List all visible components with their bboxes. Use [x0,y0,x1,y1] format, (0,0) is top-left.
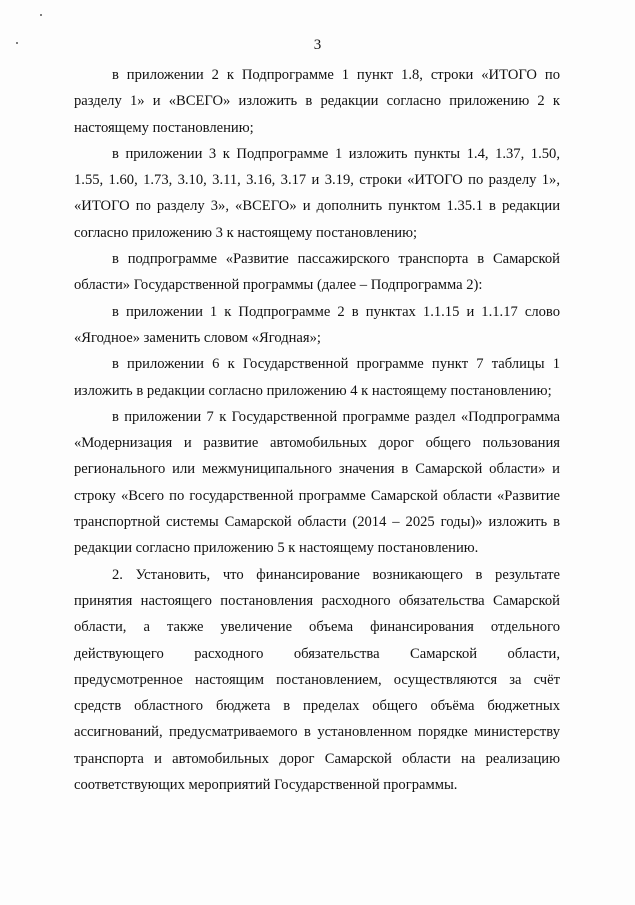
paragraph-appendix-3: в приложении 3 к Подпрограмме 1 изложить пункты 1.4, 1.37, 1.50, 1.55, 1.60, 1.73, 3.10, 3.11, 3.16, 3.17 и 3.19, строки «ИТОГО по разделу 1», «ИТОГО по разделу 3», «ВСЕГО» и дополнить пунктом 1.35.1 в редакции согласно приложению 3 к настоящему постановлению; [74,145,560,241]
page-number: 3 [313,37,322,53]
paragraph-financing: 2. Установить, что финансирование возникающего в результате принятия настоящего постановления расходного обязательства Самарской области, а также увеличение объема финансирования отдельного действующего расходного обязательства Самарской области, предусмотренное настоящим постановлением, осуществляются за счёт средств областного бюджета в пределах общего объёма бюджетных ассигнований, предусматриваемого в установленном порядке министерству транспорта и автомобильных дорог Самарской области на реализацию соответствующих мероприятий Государственной программы. [74,566,560,794]
paragraph-subprogram-2: в подпрограмме «Развитие пассажирского транспорта в Самарской области» Государственной программы (далее – Подпрограмма 2): [74,251,560,294]
document-body [74,62,560,798]
paragraph-appendix-7: в приложении 7 к Государственной программе раздел «Подпрограмма «Модернизация и развитие автомобильных дорог общего пользования регионального или межмуниципального значения в Самарской области» и строку «Всего по государственной программе Самарской области «Развитие транспортной системы Самарской области (2014 – 2025 годы)» изложить в редакции согласно приложению 5 к настоящему постановлению. [74,408,560,557]
scan-speck [40,14,42,16]
paragraph-appendix-6: в приложении 6 к Государственной программе пункт 7 таблицы 1 изложить в редакции согласно приложению 4 к настоящему постановлению; [74,356,560,399]
paragraph-appendix-2: в приложении 2 к Подпрограмме 1 пункт 1.8, строки «ИТОГО по разделу 1» и «ВСЕГО» изложить в редакции согласно приложению 2 к настоящему постановлению; [74,67,560,136]
paragraph-subprogram-2-appendix-1: в приложении 1 к Подпрограмме 2 в пунктах 1.1.15 и 1.1.17 слово «Ягодное» заменить словом «Ягодная»; [74,303,560,346]
